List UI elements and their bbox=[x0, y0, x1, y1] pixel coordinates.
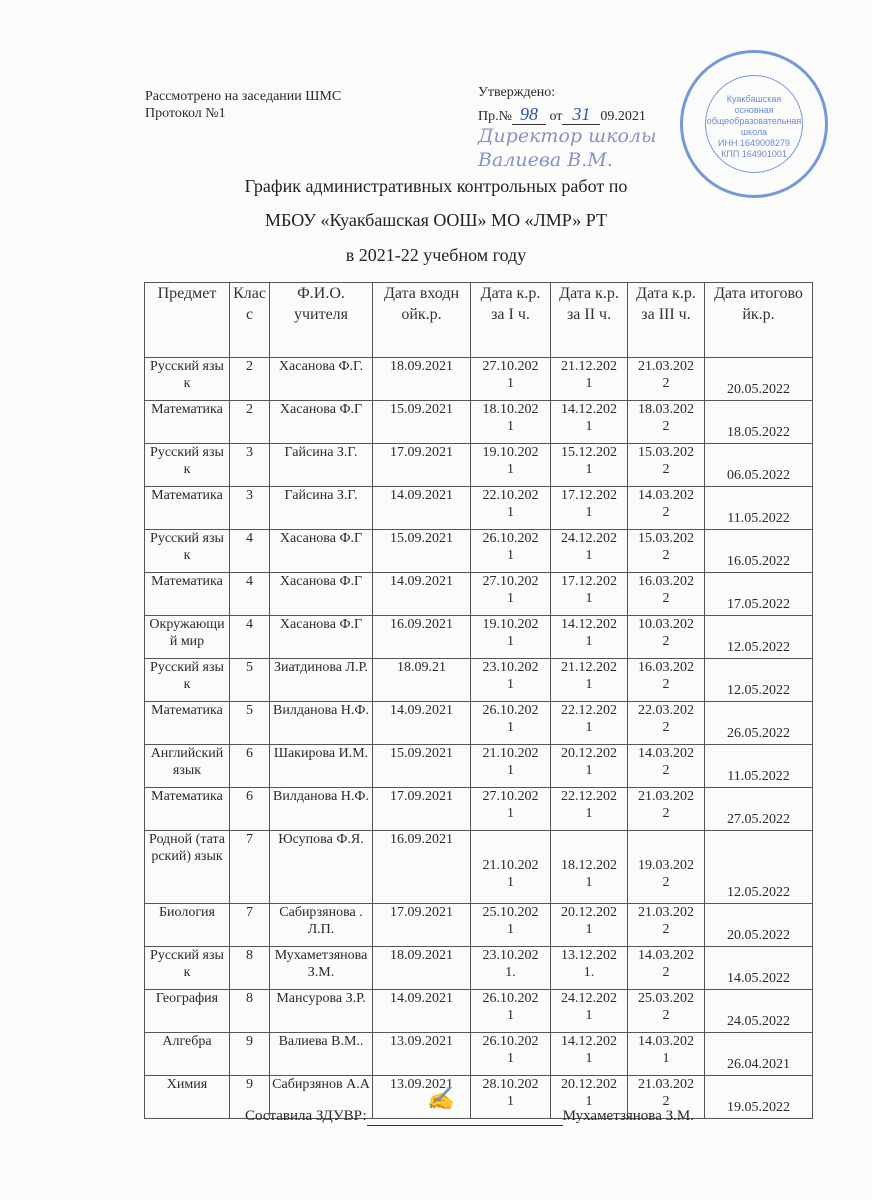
stamp-line: КПП 164901001 bbox=[721, 149, 787, 159]
cell-class: 4 bbox=[230, 573, 270, 616]
table-row bbox=[145, 573, 813, 616]
table-row bbox=[145, 904, 813, 947]
order-from: от bbox=[549, 109, 563, 124]
cell-final-date: 06.05.2022 bbox=[705, 444, 813, 487]
cell-class: 9 bbox=[230, 1033, 270, 1076]
cell-class: 9 bbox=[230, 1076, 270, 1119]
cell-final-date: 18.05.2022 bbox=[705, 401, 813, 444]
cell-entry-date: 18.09.2021 bbox=[373, 947, 471, 990]
cell-entry-date: 14.09.2021 bbox=[373, 990, 471, 1033]
cell-entry-date: 16.09.2021 bbox=[373, 616, 471, 659]
cell-q3-date: 21.03.2022 bbox=[628, 788, 705, 831]
order-prefix: Пр.№ bbox=[478, 109, 512, 124]
cell-q2-date: 15.12.2021 bbox=[551, 444, 628, 487]
header-subject: Предмет bbox=[145, 283, 230, 358]
cell-q2-date: 21.12.2021 bbox=[551, 358, 628, 401]
cell-class: 7 bbox=[230, 904, 270, 947]
schedule-table bbox=[144, 282, 813, 1119]
header-q2-date: Дата к.р. за II ч. bbox=[551, 283, 628, 358]
cell-teacher: Шакирова И.М. bbox=[270, 745, 373, 788]
cell-class: 3 bbox=[230, 444, 270, 487]
cell-subject: Математика bbox=[145, 788, 230, 831]
header-q1-date: Дата к.р. за I ч. bbox=[471, 283, 551, 358]
cell-q3-date: 19.03.2022 bbox=[628, 831, 705, 904]
cell-q1-date: 21.10.2021 bbox=[471, 745, 551, 788]
cell-q1-date: 22.10.2021 bbox=[471, 487, 551, 530]
cell-q1-date: 27.10.2021 bbox=[471, 358, 551, 401]
compiler-signature-mark: ✍ bbox=[426, 1086, 455, 1111]
cell-teacher: Юсупова Ф.Я. bbox=[270, 831, 373, 904]
cell-q3-date: 14.03.2021 bbox=[628, 1033, 705, 1076]
cell-q1-date: 26.10.2021 bbox=[471, 702, 551, 745]
cell-entry-date: 13.09.2021 bbox=[373, 1033, 471, 1076]
cell-q2-date: 18.12.2021 bbox=[551, 831, 628, 904]
cell-teacher: Хасанова Ф.Г bbox=[270, 573, 373, 616]
table-row bbox=[145, 990, 813, 1033]
approval-block bbox=[478, 84, 646, 127]
cell-q3-date: 21.03.2022 bbox=[628, 904, 705, 947]
table-row bbox=[145, 702, 813, 745]
cell-subject: Русский язык bbox=[145, 947, 230, 990]
stamp-line: школа bbox=[740, 127, 768, 137]
cell-q1-date: 26.10.2021 bbox=[471, 530, 551, 573]
table-row bbox=[145, 1033, 813, 1076]
cell-q3-date: 16.03.2022 bbox=[628, 573, 705, 616]
order-date: 09.2021 bbox=[600, 109, 646, 124]
cell-final-date: 26.04.2021 bbox=[705, 1033, 813, 1076]
cell-q2-date: 14.12.2021 bbox=[551, 616, 628, 659]
table-row bbox=[145, 616, 813, 659]
cell-entry-date: 15.09.2021 bbox=[373, 745, 471, 788]
cell-class: 2 bbox=[230, 358, 270, 401]
approved-label: Утверждено: bbox=[478, 85, 556, 100]
review-note bbox=[145, 88, 341, 122]
cell-q2-date: 17.12.2021 bbox=[551, 573, 628, 616]
cell-entry-date: 18.09.2021 bbox=[373, 358, 471, 401]
cell-q2-date: 20.12.2021 bbox=[551, 745, 628, 788]
cell-teacher: Сабирзянова . Л.П. bbox=[270, 904, 373, 947]
cell-teacher: Валиева В.М.. bbox=[270, 1033, 373, 1076]
cell-q2-date: 24.12.2021 bbox=[551, 530, 628, 573]
cell-final-date: 19.05.2022 bbox=[705, 1076, 813, 1119]
table-row bbox=[145, 788, 813, 831]
cell-subject: Русский язык bbox=[145, 358, 230, 401]
table-row bbox=[145, 530, 813, 573]
cell-final-date: 16.05.2022 bbox=[705, 530, 813, 573]
document-title: График административных контрольных работ по bbox=[244, 176, 628, 196]
cell-entry-date: 15.09.2021 bbox=[373, 401, 471, 444]
cell-q1-date: 21.10.2021 bbox=[471, 831, 551, 904]
cell-q3-date: 16.03.2022 bbox=[628, 659, 705, 702]
cell-q2-date: 22.12.2021 bbox=[551, 702, 628, 745]
table-row bbox=[145, 745, 813, 788]
cell-q3-date: 14.03.2022 bbox=[628, 947, 705, 990]
cell-class: 6 bbox=[230, 745, 270, 788]
cell-class: 2 bbox=[230, 401, 270, 444]
cell-class: 3 bbox=[230, 487, 270, 530]
cell-subject: Математика bbox=[145, 573, 230, 616]
cell-subject: Русский язык bbox=[145, 444, 230, 487]
cell-q3-date: 10.03.2022 bbox=[628, 616, 705, 659]
cell-entry-date: 13.09.2021 bbox=[373, 1076, 471, 1119]
cell-q1-date: 26.10.2021 bbox=[471, 1033, 551, 1076]
cell-final-date: 12.05.2022 bbox=[705, 831, 813, 904]
table-row bbox=[145, 831, 813, 904]
protocol-line: Протокол №1 bbox=[145, 106, 226, 121]
cell-subject: Алгебра bbox=[145, 1033, 230, 1076]
cell-final-date: 27.05.2022 bbox=[705, 788, 813, 831]
cell-q3-date: 15.03.2022 bbox=[628, 530, 705, 573]
table-row bbox=[145, 659, 813, 702]
cell-q1-date: 23.10.2021 bbox=[471, 659, 551, 702]
cell-q3-date: 25.03.2022 bbox=[628, 990, 705, 1033]
cell-q2-date: 20.12.2021 bbox=[551, 904, 628, 947]
table-row bbox=[145, 487, 813, 530]
cell-entry-date: 14.09.2021 bbox=[373, 487, 471, 530]
cell-subject: Русский язык bbox=[145, 530, 230, 573]
table-row bbox=[145, 444, 813, 487]
cell-class: 4 bbox=[230, 530, 270, 573]
cell-q3-date: 15.03.2022 bbox=[628, 444, 705, 487]
cell-teacher: Сабирзянов А.А bbox=[270, 1076, 373, 1119]
cell-teacher: Гайсина З.Г. bbox=[270, 444, 373, 487]
cell-q1-date: 19.10.2021 bbox=[471, 444, 551, 487]
cell-entry-date: 17.09.2021 bbox=[373, 444, 471, 487]
cell-q1-date: 26.10.2021 bbox=[471, 990, 551, 1033]
cell-final-date: 17.05.2022 bbox=[705, 573, 813, 616]
cell-q1-date: 19.10.2021 bbox=[471, 616, 551, 659]
cell-q2-date: 17.12.2021 bbox=[551, 487, 628, 530]
director-signature: Директор школы bbox=[478, 125, 657, 147]
stamp-line: общеобразовательная bbox=[706, 116, 802, 126]
cell-teacher: Хасанова Ф.Г bbox=[270, 530, 373, 573]
header-class: Класс bbox=[230, 283, 270, 358]
cell-final-date: 12.05.2022 bbox=[705, 616, 813, 659]
cell-final-date: 20.05.2022 bbox=[705, 904, 813, 947]
cell-entry-date: 14.09.2021 bbox=[373, 702, 471, 745]
cell-q2-date: 14.12.2021 bbox=[551, 401, 628, 444]
stamp-line: ИНН 1649008279 bbox=[717, 138, 791, 148]
cell-q3-date: 18.03.2022 bbox=[628, 401, 705, 444]
cell-q1-date: 27.10.2021 bbox=[471, 573, 551, 616]
cell-teacher: Зиатдинова Л.Р. bbox=[270, 659, 373, 702]
cell-final-date: 20.05.2022 bbox=[705, 358, 813, 401]
cell-class: 7 bbox=[230, 831, 270, 904]
cell-subject: Биология bbox=[145, 904, 230, 947]
table-row bbox=[145, 947, 813, 990]
cell-class: 5 bbox=[230, 702, 270, 745]
cell-q2-date: 22.12.2021 bbox=[551, 788, 628, 831]
order-number: 98 bbox=[512, 104, 546, 125]
cell-q1-date: 23.10.2021. bbox=[471, 947, 551, 990]
cell-q2-date: 21.12.2021 bbox=[551, 659, 628, 702]
cell-q3-date: 14.03.2022 bbox=[628, 487, 705, 530]
cell-teacher: Гайсина З.Г. bbox=[270, 487, 373, 530]
cell-subject: Химия bbox=[145, 1076, 230, 1119]
stamp-line: основная bbox=[734, 105, 774, 115]
cell-class: 4 bbox=[230, 616, 270, 659]
cell-teacher: Хасанова Ф.Г. bbox=[270, 358, 373, 401]
cell-final-date: 11.05.2022 bbox=[705, 487, 813, 530]
cell-final-date: 12.05.2022 bbox=[705, 659, 813, 702]
cell-subject: Математика bbox=[145, 401, 230, 444]
cell-teacher: Хасанова Ф.Г bbox=[270, 401, 373, 444]
cell-subject: Окружающий мир bbox=[145, 616, 230, 659]
cell-q3-date: 14.03.2022 bbox=[628, 745, 705, 788]
cell-entry-date: 14.09.2021 bbox=[373, 573, 471, 616]
cell-entry-date: 16.09.2021 bbox=[373, 831, 471, 904]
cell-entry-date: 15.09.2021 bbox=[373, 530, 471, 573]
stamp-line: Куакбашская bbox=[726, 94, 782, 104]
header-q3-date: Дата к.р. за III ч. bbox=[628, 283, 705, 358]
cell-q1-date: 28.10.2021 bbox=[471, 1076, 551, 1119]
compiler-name: Мухаметзянова З.М. bbox=[562, 1108, 694, 1124]
cell-class: 5 bbox=[230, 659, 270, 702]
cell-q3-date: 21.03.2022 bbox=[628, 358, 705, 401]
cell-q1-date: 18.10.2021 bbox=[471, 401, 551, 444]
cell-final-date: 14.05.2022 bbox=[705, 947, 813, 990]
cell-teacher: Вилданова Н.Ф. bbox=[270, 702, 373, 745]
table-row bbox=[145, 358, 813, 401]
header-entry-date: Дата входнойк.р. bbox=[373, 283, 471, 358]
director-name-signature: Валиева В.М. bbox=[478, 149, 613, 171]
stamp-inner bbox=[705, 75, 803, 173]
cell-subject: Русский язык bbox=[145, 659, 230, 702]
cell-teacher: Хасанова Ф.Г bbox=[270, 616, 373, 659]
cell-class: 8 bbox=[230, 947, 270, 990]
table-header-row bbox=[145, 283, 813, 358]
order-day: 31 bbox=[562, 104, 600, 125]
cell-subject: Родной (татарский) язык bbox=[145, 831, 230, 904]
cell-q3-date: 22.03.2022 bbox=[628, 702, 705, 745]
cell-subject: Математика bbox=[145, 702, 230, 745]
cell-q2-date: 14.12.2021 bbox=[551, 1033, 628, 1076]
cell-q1-date: 25.10.2021 bbox=[471, 904, 551, 947]
cell-q2-date: 20.12.2021 bbox=[551, 1076, 628, 1119]
cell-q1-date: 27.10.2021 bbox=[471, 788, 551, 831]
cell-teacher: Вилданова Н.Ф. bbox=[270, 788, 373, 831]
cell-entry-date: 17.09.2021 bbox=[373, 788, 471, 831]
cell-class: 6 bbox=[230, 788, 270, 831]
cell-q2-date: 13.12.2021. bbox=[551, 947, 628, 990]
header-teacher: Ф.И.О. учителя bbox=[270, 283, 373, 358]
cell-final-date: 24.05.2022 bbox=[705, 990, 813, 1033]
school-name: МБОУ «Куакбашская ООШ» МО «ЛМР» РТ bbox=[265, 210, 607, 230]
cell-final-date: 11.05.2022 bbox=[705, 745, 813, 788]
cell-subject: Английский язык bbox=[145, 745, 230, 788]
cell-teacher: Мансурова З.Р. bbox=[270, 990, 373, 1033]
table-row bbox=[145, 401, 813, 444]
compiled-by-label: Составила ЗДУВР: bbox=[245, 1108, 367, 1124]
cell-entry-date: 18.09.21 bbox=[373, 659, 471, 702]
cell-q3-date: 21.03.2022 bbox=[628, 1076, 705, 1119]
cell-q2-date: 24.12.2021 bbox=[551, 990, 628, 1033]
cell-class: 8 bbox=[230, 990, 270, 1033]
school-year: в 2021-22 учебном году bbox=[345, 245, 527, 265]
cell-final-date: 26.05.2022 bbox=[705, 702, 813, 745]
header-final-date: Дата итоговойк.р. bbox=[705, 283, 813, 358]
review-line: Рассмотрено на заседании ШМС bbox=[145, 89, 342, 104]
cell-subject: География bbox=[145, 990, 230, 1033]
cell-teacher: Мухаметзянова З.М. bbox=[270, 947, 373, 990]
cell-entry-date: 17.09.2021 bbox=[373, 904, 471, 947]
cell-subject: Математика bbox=[145, 487, 230, 530]
